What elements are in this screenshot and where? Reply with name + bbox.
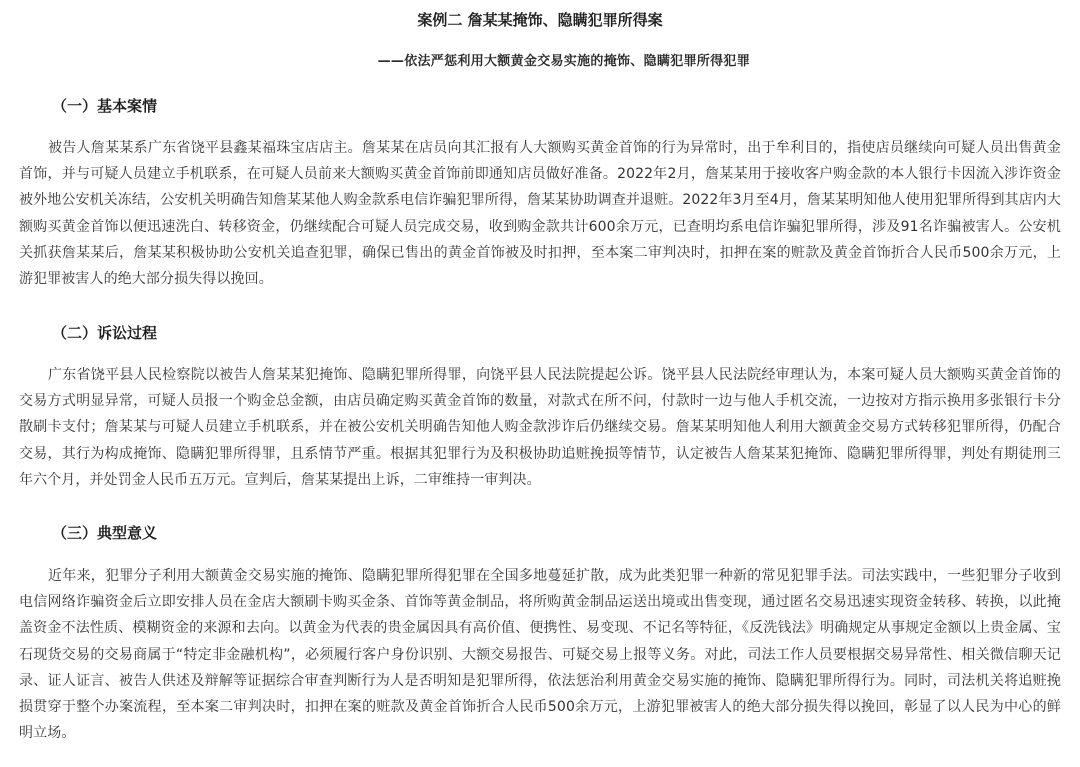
section-heading-typical-significance: （三）典型意义 (52, 524, 158, 542)
document-title: 案例二 詹某某掩饰、隐瞒犯罪所得案 (417, 11, 663, 29)
section-paragraph-basic-facts: 被告人詹某某系广东省饶平县鑫某福珠宝店店主。詹某某在店员向其汇报有人大额购买黄金首饰的行为异常时，出于牟利目的，指使店员继续向可疑人员出售黄金首饰，并与可疑人员建立手机联系，在可疑人员前来大额购买黄金首饰前即通知店员做好准备。2022年2月，詹某某用于接收客户购金款的本人银行卡因流入涉诈资金被外地公安机关冻结，公安机关明确告知詹某某他人购金款系电信诈骗犯罪所得，詹某某协助调查并退赃。2022年3月至4月，詹某某明知他人使用犯罪所得到其店内大额购买黄金首饰以便迅速洗白、转移资金，仍继续配合可疑人员完成交易，收到购金款共计600余万元，已查明均系电信诈骗犯罪所得，涉及91名诈骗被害人。公安机关抓获詹某某后，詹某某积极协助公安机关追查犯罪，确保已售出的黄金首饰被及时扣押，至本案二审判决时，扣押在案的赃款及黄金首饰折合人民币500余万元，上游犯罪被害人的绝大部分损失得以挽回。 (19, 140, 1061, 288)
section-paragraph-typical-significance: 近年来，犯罪分子利用大额黄金交易实施的掩饰、隐瞒犯罪所得犯罪在全国多地蔓延扩散，成为此类犯罪一种新的常见犯罪手法。司法实践中，一些犯罪分子收到电信网络诈骗资金后立即安排人员在金店大额刷卡购买金条、首饰等黄金制品，将所购黄金制品运送出境或出售变现，通过匿名交易迅速实现资金转移、转换，以此掩盖资金不法性质、模糊资金的来源和去向。以黄金为代表的贵金属因具有高价值、便携性、易变现、不记名等特征，《反洗钱法》明确规定从事规定金额以上贵金属、宝石现货交易的交易商属于“特定非金融机构”，必须履行客户身份识别、大额交易报告、可疑交易上报等义务。对此，司法工作人员要根据交易异常性、相关微信聊天记录、证人证言、被告人供述及辩解等证据综合审查判断行为人是否明知是犯罪所得，依法惩治利用黄金交易实施的掩饰、隐瞒犯罪所得行为。同时，司法机关将追赃挽损贯穿于整个办案流程，至本案二审判决时，扣押在案的赃款及黄金首饰折合人民币500余万元，上游犯罪被害人的绝大部分损失得以挽回，彰显了以人民为中心的鲜明立场。 (19, 568, 1061, 742)
section-paragraph-litigation-process: 广东省饶平县人民检察院以被告人詹某某犯掩饰、隐瞒犯罪所得罪，向饶平县人民法院提起公诉。饶平县人民法院经审理认为，本案可疑人员大额购买黄金首饰的交易方式明显异常，可疑人员报一个购金总金额，由店员确定购买黄金首饰的数量，对款式在所不问，付款时一边与他人手机交流，一边按对方指示换用多张银行卡分散刷卡支付；詹某某与可疑人员建立手机联系，并在被公安机关明确告知他人购金款涉诈后仍继续交易。詹某某明知他人利用大额黄金交易方式转移犯罪所得，仍配合交易，其行为构成掩饰、隐瞒犯罪所得罪，且系情节严重。根据其犯罪行为及积极协助追赃挽损等情节，认定被告人詹某某犯掩饰、隐瞒犯罪所得罪，判处有期徒刑三年六个月，并处罚金人民币五万元。宣判后，詹某某提出上诉，二审维持一审判决。 (19, 367, 1061, 488)
section-heading-basic-facts: （一）基本案情 (52, 97, 158, 115)
section-heading-litigation-process: （二）诉讼过程 (52, 324, 158, 342)
document-subtitle: ——依法严惩利用大额黄金交易实施的掩饰、隐瞒犯罪所得犯罪 (377, 54, 750, 69)
